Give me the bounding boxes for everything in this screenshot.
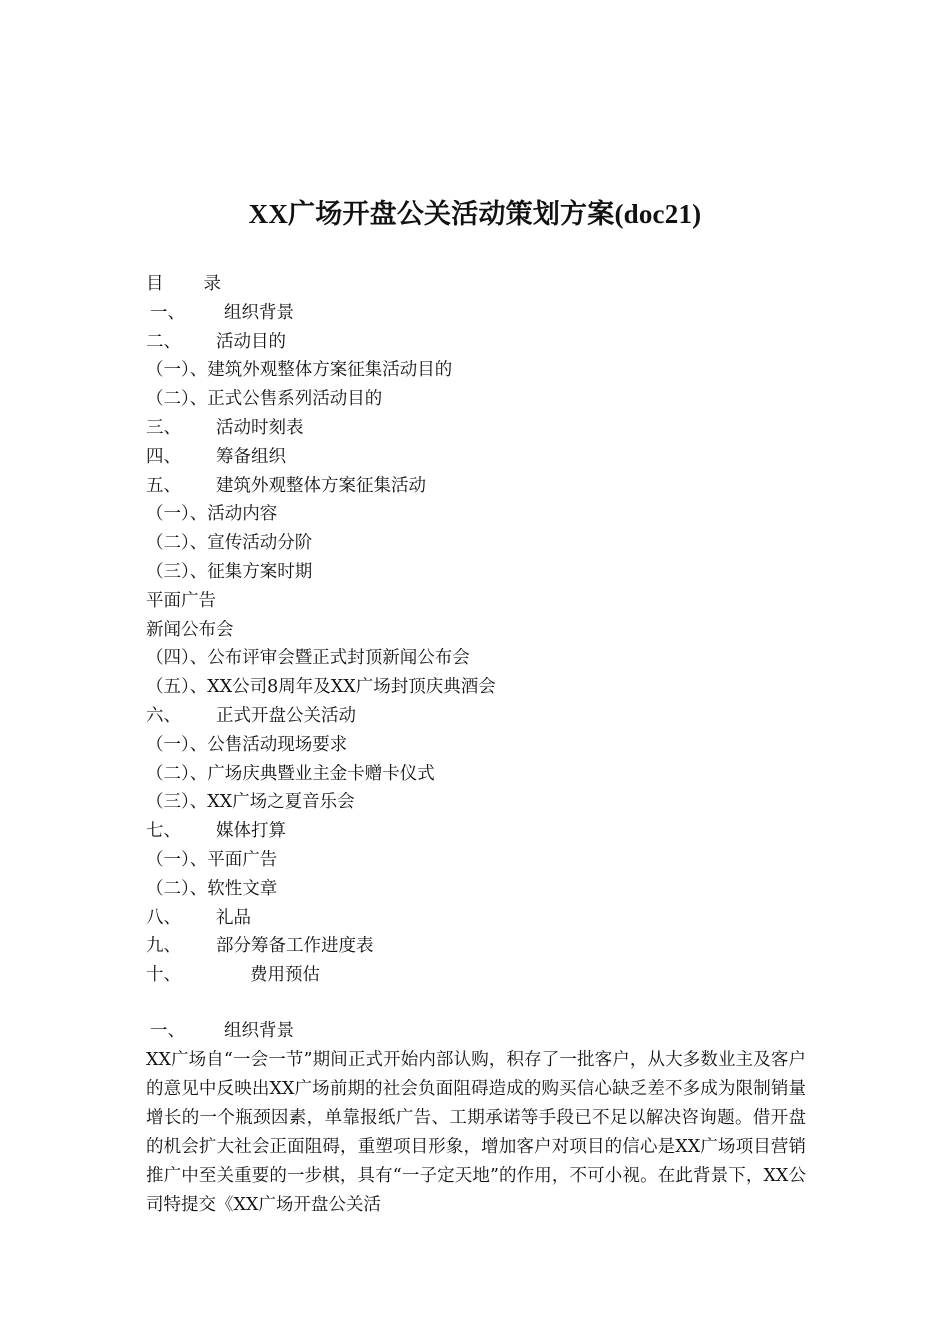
toc-item-label: （二）、正式公售系列活动目的 xyxy=(146,389,383,410)
section-title: 组织背景 xyxy=(224,1021,294,1041)
toc-item-label: 媒体打算 xyxy=(216,821,286,842)
toc-item-number: 九、 xyxy=(146,936,181,957)
toc-item-label: 组织背景 xyxy=(224,302,294,323)
toc-item-label: （三）、XX广场之夏音乐会 xyxy=(146,792,355,813)
toc-item-label: 部分筹备工作进度表 xyxy=(216,936,374,957)
toc-item-number: 三、 xyxy=(146,417,181,438)
toc-item-label: 平面广告 xyxy=(146,590,216,611)
section-number: 一、 xyxy=(150,1021,185,1041)
toc-item xyxy=(146,875,826,904)
toc-item xyxy=(146,500,826,529)
section-background xyxy=(146,1017,806,1221)
section-heading xyxy=(146,1017,806,1046)
toc-item-label: 新闻公布会 xyxy=(146,619,234,640)
toc-item xyxy=(146,356,826,385)
toc-item-number: 七、 xyxy=(146,821,181,842)
toc-item-label: （四）、公布评审会暨正式封顶新闻公布会 xyxy=(146,648,470,669)
toc-item-label: （二）、宣传活动分阶 xyxy=(146,533,313,554)
toc-item-label: （二）、软性文章 xyxy=(146,878,278,899)
toc-item xyxy=(146,414,826,443)
toc-item-number: 六、 xyxy=(146,705,181,726)
toc-item xyxy=(146,529,826,558)
toc-item xyxy=(146,644,826,673)
toc-item xyxy=(146,385,826,414)
toc-item xyxy=(146,443,826,472)
toc-item xyxy=(146,961,826,990)
toc-item-number: 四、 xyxy=(146,446,181,467)
toc-item-label: （三）、征集方案时期 xyxy=(146,561,313,582)
toc-item xyxy=(146,904,826,933)
toc-item-number: 二、 xyxy=(146,331,181,352)
toc-heading-left: 目 xyxy=(146,274,164,294)
toc-item-label: （一）、平面广告 xyxy=(146,849,278,870)
toc-item-label: 礼品 xyxy=(216,907,251,928)
toc-item-number: 十、 xyxy=(146,965,181,986)
toc-item xyxy=(146,817,826,846)
toc-item xyxy=(146,587,826,616)
toc-list xyxy=(146,299,826,990)
toc-item-label: 建筑外观整体方案征集活动 xyxy=(216,475,426,496)
toc-heading-right: 录 xyxy=(203,274,221,294)
toc-item xyxy=(146,846,826,875)
toc-item xyxy=(146,702,826,731)
toc-item-label: 筹备组织 xyxy=(216,446,286,467)
toc-item xyxy=(146,932,826,961)
section-paragraph: XX广场自“一会一节”期间正式开始内部认购，积存了一批客户，从大多数业主及客户的意见中反映出XX广场前期的社会负面阻碍造成的购买信心缺乏差不多成为限制销量增长的一个瓶颈因素，单靠报纸广告、工期承诺等手段已不足以解决咨询题。借开盘的机会扩大社会正面阻碍，重塑项目形象，增加客户对项目的信心是XX广场项目营销推广中至关重要的一步棋，具有“一子定天地”的作用，不可小视。在此背景下，XX公司特提交《XX广场开盘公关活 xyxy=(146,1050,806,1216)
document-title: XX广场开盘公关活动策划方案(doc21) xyxy=(248,199,702,229)
toc-item xyxy=(146,760,826,789)
toc-item-number: 一、 xyxy=(150,302,185,323)
toc-item-label: 正式开盘公关活动 xyxy=(216,705,356,726)
toc-item-label: （一）、建筑外观整体方案征集活动目的 xyxy=(146,360,453,381)
toc-item-number: 八、 xyxy=(146,907,181,928)
toc-item xyxy=(146,616,826,645)
toc-item xyxy=(146,673,826,702)
toc-item-label: （一）、公售活动现场要求 xyxy=(146,734,348,755)
toc-item xyxy=(146,328,826,357)
toc-item-label: （二）、广场庆典暨业主金卡赠卡仪式 xyxy=(146,763,435,784)
toc-item xyxy=(146,299,826,328)
toc-heading xyxy=(146,270,826,299)
toc-item xyxy=(146,731,826,760)
toc-item-label: 费用预估 xyxy=(250,965,320,986)
toc-item-label: 活动目的 xyxy=(216,331,286,352)
toc-item-number: 五、 xyxy=(146,475,181,496)
toc-item xyxy=(146,558,826,587)
toc-item xyxy=(146,472,826,501)
toc-item-label: 活动时刻表 xyxy=(216,417,304,438)
table-of-contents xyxy=(146,270,826,990)
toc-item-label: （一）、活动内容 xyxy=(146,504,278,525)
toc-item-label: （五）、XX公司8周年及XX广场封顶庆典酒会 xyxy=(146,677,496,698)
toc-item xyxy=(146,788,826,817)
